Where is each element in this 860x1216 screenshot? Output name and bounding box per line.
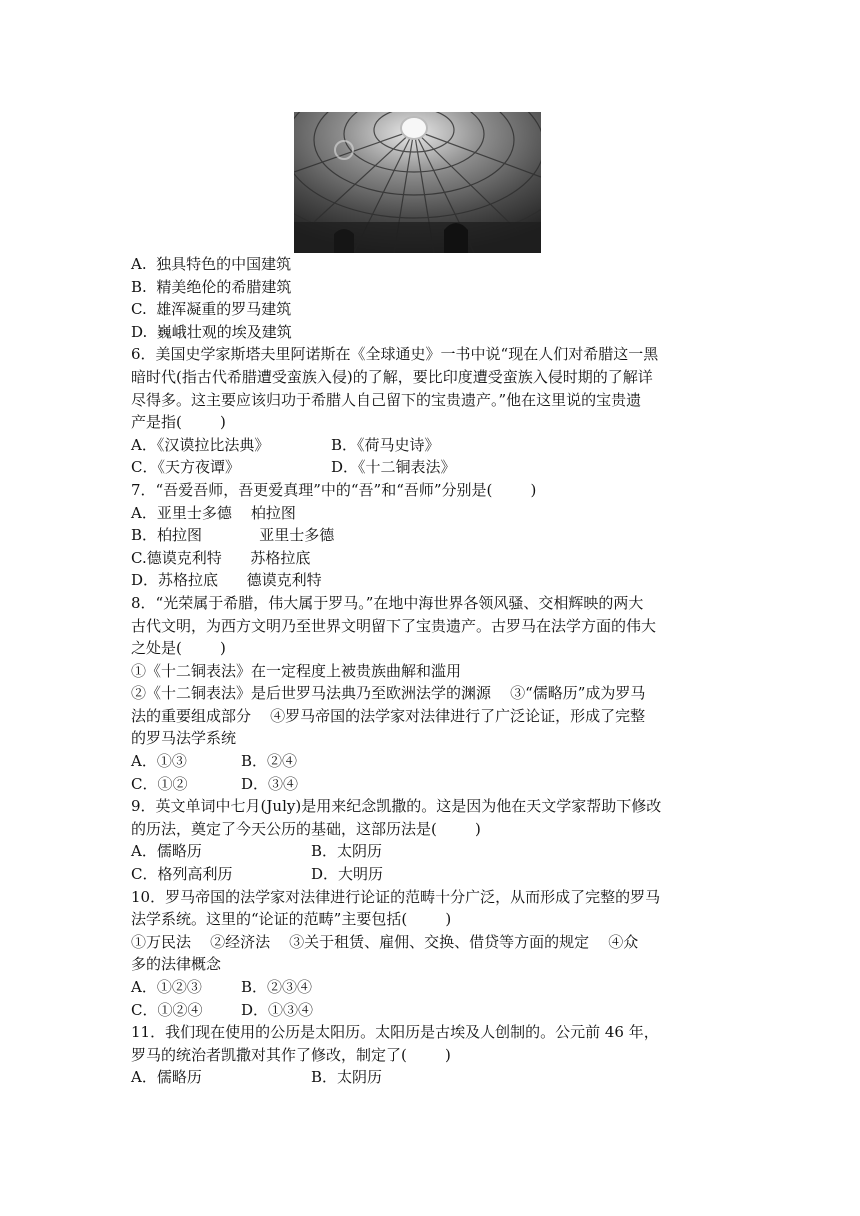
q7-stem: 7．“吾爱吾师，吾更爱真理”中的“吾”和“吾师”分别是( ) — [131, 480, 537, 499]
q11-stem: 罗马的统治者凯撒对其作了修改，制定了( ) — [131, 1045, 451, 1064]
q10-option-c: C．①②④ — [131, 1000, 203, 1019]
q8-option-b: B．②④ — [241, 752, 298, 771]
q8-options-row — [131, 750, 731, 773]
q7-option-d: D．苏格拉底 德谟克利特 — [131, 571, 322, 590]
q10-options-row — [131, 999, 731, 1022]
q9-option-b: B．太阴历 — [311, 842, 383, 861]
q5-option-d: D. 巍峨壮观的埃及建筑 — [131, 322, 292, 341]
q6-stem: 产是指( ) — [131, 413, 226, 432]
q5-option-c: C. 雄浑凝重的罗马建筑 — [131, 300, 292, 319]
q8-option-c: C．①② — [131, 774, 188, 793]
q8-stem: 古代文明，为西方文明乃至世界文明留下了宝贵遗产。古罗马在法学方面的伟大 — [131, 616, 657, 635]
q8-statement: ②《十二铜表法》是后世罗马法典乃至欧洲法学的渊源 ③“儒略历”成为罗马 — [131, 684, 646, 703]
q6-stem: 尽得多。这主要应该归功于希腊人自己留下的宝贵遗产。”他在这里说的宝贵遗 — [131, 390, 642, 409]
q8-stem: 之处是( ) — [131, 639, 226, 658]
q6-options-row — [131, 456, 731, 479]
q6-option-a: A．《汉谟拉比法典》 — [131, 435, 270, 454]
q10-statement: ①万民法 ②经济法 ③关于租赁、雇佣、交换、借贷等方面的规定 ④众 — [131, 932, 639, 951]
q9-options-row — [131, 840, 731, 863]
q9-option-d: D．大明历 — [311, 865, 384, 884]
q7-option-c: C.德谟克利特 苏格拉底 — [131, 548, 311, 567]
q9-option-c: C．格列高利历 — [131, 865, 233, 884]
q10-stem: 10．罗马帝国的法学家对法律进行论证的范畴十分广泛，从而形成了完整的罗马 — [131, 887, 661, 906]
q10-statement: 多的法律概念 — [131, 955, 222, 974]
q6-option-c: C．《天方夜谭》 — [131, 458, 240, 477]
q5-option-a: A. 独具特色的中国建筑 — [131, 255, 292, 273]
q8-statement: ①《十二铜表法》在一定程度上被贵族曲解和滥用 — [131, 661, 462, 680]
q6-stem: 6．美国史学家斯塔夫里阿诺斯在《全球通史》一书中说“现在人们对希腊这一黑 — [131, 345, 659, 364]
q8-statement: 的罗马法学系统 — [131, 729, 237, 748]
q10-option-a: A．①②③ — [131, 978, 202, 996]
q11-stem: 11．我们现在使用的公历是太阳历。太阳历是古埃及人创制的。公元前 46 年， — [131, 1023, 659, 1042]
pantheon-dome-photo — [294, 112, 541, 253]
q8-option-a: A．①③ — [131, 752, 187, 771]
q9-stem: 9．英文单词中七月(July)是用来纪念凯撒的。这是因为他在天文学家帮助下修改 — [131, 797, 662, 816]
q11-options-row — [131, 1066, 731, 1089]
q9-option-a: A．儒略历 — [131, 842, 202, 861]
q6-option-d: D．《十二铜表法》 — [331, 458, 456, 477]
q6-option-b: B．《荷马史诗》 — [331, 435, 440, 454]
question-sheet — [131, 112, 731, 1089]
q6-options-row — [131, 434, 731, 457]
q8-statement: 法的重要组成部分 ④罗马帝国的法学家对法律进行了广泛论证，形成了完整 — [131, 706, 646, 725]
q10-option-d: D．①③④ — [241, 1000, 314, 1019]
q6-stem: 暗时代(指古代希腊遭受蛮族入侵)的了解，要比印度遭受蛮族入侵时期的了解详 — [131, 367, 653, 386]
q7-option-b: B．柏拉图 亚里士多德 — [131, 526, 335, 545]
q9-stem: 的历法，奠定了今天公历的基础，这部历法是( ) — [131, 819, 481, 838]
q8-options-row — [131, 773, 731, 796]
q8-stem: 8．“光荣属于希腊，伟大属于罗马。”在地中海世界各领风骚、交相辉映的两大 — [131, 593, 644, 612]
q10-stem: 法学系统。这里的“论证的范畴”主要包括( ) — [131, 910, 452, 929]
q10-option-b: B．②③④ — [241, 978, 313, 996]
q10-options-row — [131, 976, 731, 999]
q8-option-d: D．③④ — [241, 774, 299, 793]
q11-option-a: A．儒略历 — [131, 1068, 202, 1087]
q9-options-row — [131, 863, 731, 886]
q5-option-b: B. 精美绝伦的希腊建筑 — [131, 277, 292, 296]
q11-option-b: B．太阴历 — [311, 1068, 383, 1087]
q7-option-a: A．亚里士多德 柏拉图 — [131, 503, 296, 522]
